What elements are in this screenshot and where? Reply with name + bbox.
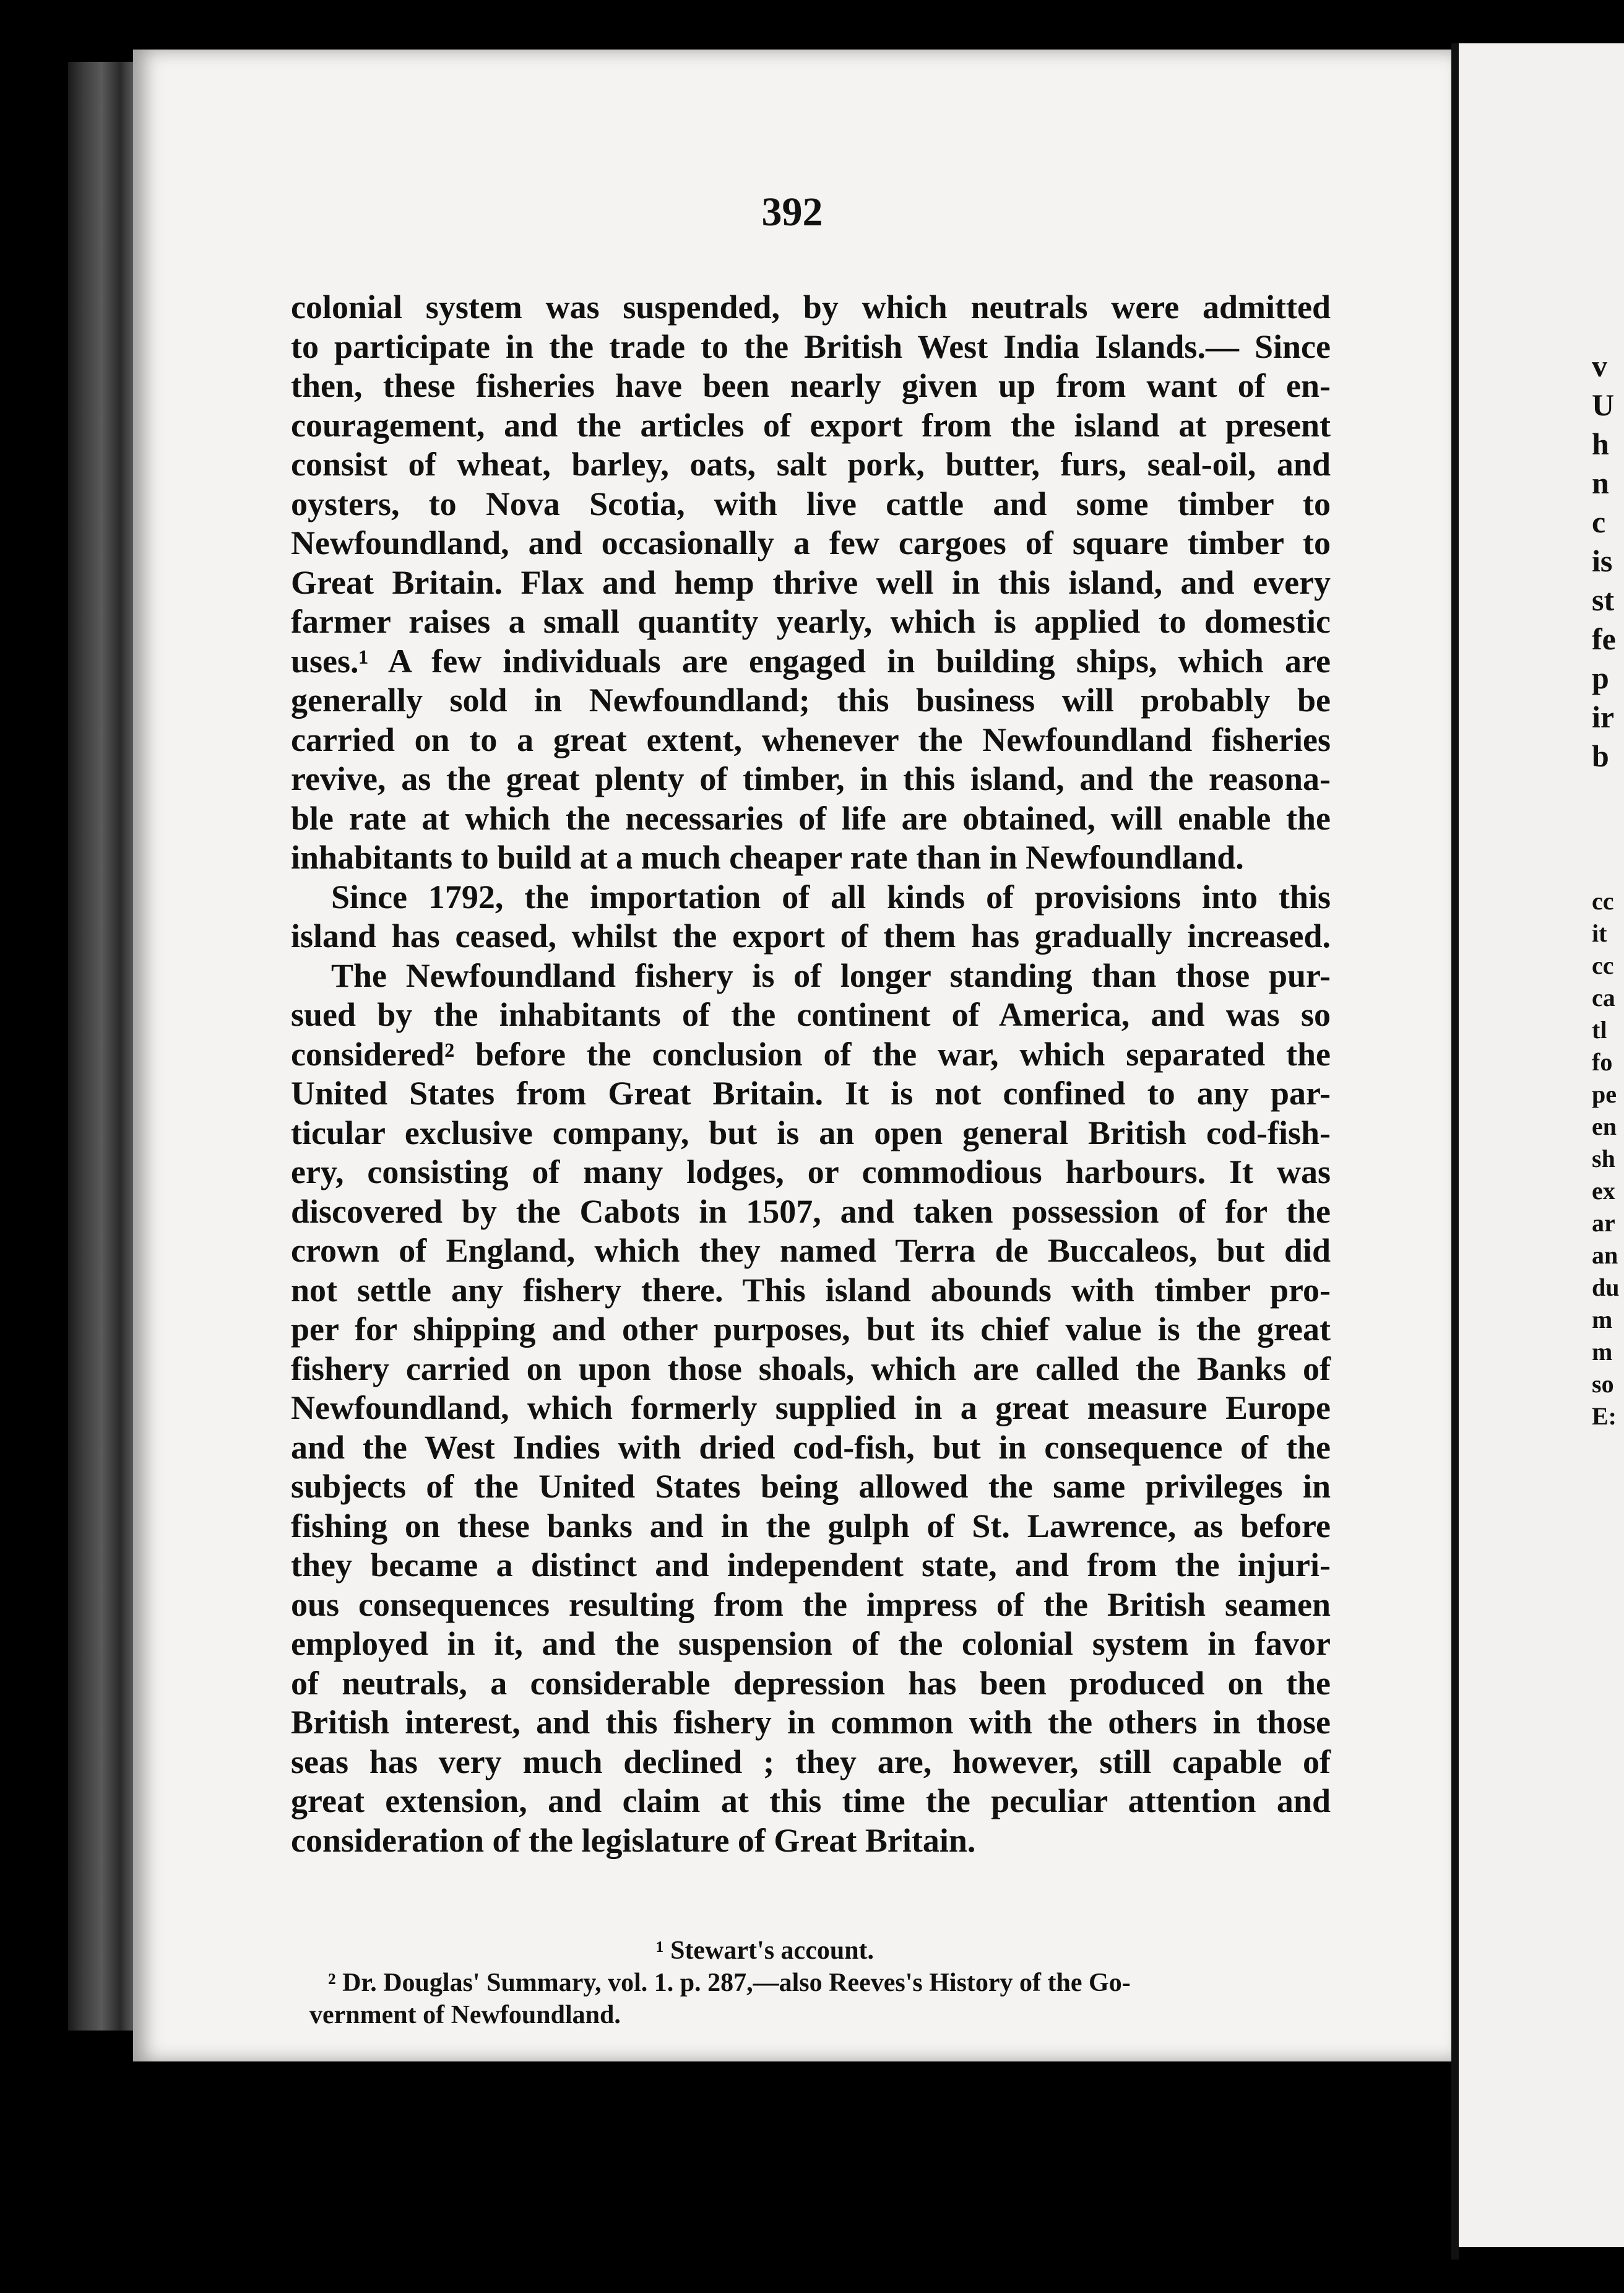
text-line: ous consequences resulting from the impress of the British seamen xyxy=(291,1585,1331,1623)
fragment: m xyxy=(1592,1338,1613,1366)
fragment: en xyxy=(1592,1112,1617,1140)
fragment: cc xyxy=(1592,951,1614,979)
text-line: then, these fisheries have been nearly given up from want of en- xyxy=(291,367,1331,404)
text-line: not settle any fishery there. This island abounds with timber pro- xyxy=(291,1271,1331,1309)
text-line: fishing on these banks and in the gulph of St. Lawrence, as before xyxy=(291,1507,1331,1545)
footnote: ² Dr. Douglas' Summary, vol. 1. p. 287,—also Reeves's History of the Go- xyxy=(328,1969,1131,1997)
book-edge xyxy=(68,62,142,2031)
text-line: per for shipping and other purposes, but its chief value is the great xyxy=(291,1311,1331,1348)
facing-page-fragments-upper xyxy=(1592,347,1616,776)
fragment: st xyxy=(1592,583,1615,617)
text-line: revive, as the great plenty of timber, in this island, and the reasona- xyxy=(291,760,1331,797)
text-line: United States from Great Britain. It is not confined to any par- xyxy=(291,1075,1331,1112)
fragment: ex xyxy=(1592,1177,1615,1205)
text-line: of neutrals, a considerable depression has been produced on the xyxy=(291,1664,1331,1702)
text-line: considered² before the conclusion of the war, which separated the xyxy=(291,1035,1331,1073)
text-line: employed in it, and the suspension of the colonial system in favor xyxy=(291,1625,1331,1662)
fragment: sh xyxy=(1592,1145,1615,1173)
text-line: colonial system was suspended, by which neutrals were admitted xyxy=(291,288,1331,326)
footnote: ¹ Stewart's account. xyxy=(656,1936,875,1965)
text-line: subjects of the United States being allowed the same privileges in xyxy=(291,1468,1331,1505)
fragment: m xyxy=(1592,1306,1613,1333)
text-line: fishery carried on upon those shoals, which are called the Banks of xyxy=(291,1350,1331,1387)
fragment: it xyxy=(1592,919,1607,947)
text-line: crown of England, which they named Terra de Buccaleos, but did xyxy=(291,1232,1331,1269)
footnote: vernment of Newfoundland. xyxy=(309,2001,621,2029)
fragment: U xyxy=(1592,388,1615,422)
text-line: carried on to a great extent, whenever the Newfoundland fisheries xyxy=(291,721,1331,758)
fragment: h xyxy=(1592,427,1609,461)
text-line: seas has very much declined ; they are, however, still capable of xyxy=(291,1743,1331,1780)
fragment: tl xyxy=(1592,1016,1607,1044)
body-text xyxy=(291,288,1331,1860)
text-line: ticular exclusive company, but is an open general British cod-fish- xyxy=(291,1114,1331,1151)
text-line: uses.¹ A few individuals are engaged in building ships, which are xyxy=(291,642,1331,680)
fragment: cc xyxy=(1592,887,1614,915)
text-line: generally sold in Newfoundland; this business will probably be xyxy=(291,682,1331,719)
text-line: consideration of the legislature of Great Britain. xyxy=(291,1821,976,1859)
text-line: The Newfoundland fishery is of longer standing than those pur- xyxy=(331,956,1331,994)
fragment: du xyxy=(1592,1273,1620,1301)
text-line: oysters, to Nova Scotia, with live cattle and some timber to xyxy=(291,485,1331,522)
text-line: and the West Indies with dried cod-fish, but in consequence of the xyxy=(291,1428,1331,1466)
fragment: so xyxy=(1592,1370,1614,1398)
fragment: ar xyxy=(1592,1209,1615,1237)
fragment: n xyxy=(1592,466,1609,500)
text-line: inhabitants to build at a much cheaper rate than in Newfoundland. xyxy=(291,839,1244,876)
text-line: British interest, and this fishery in common with the others in those xyxy=(291,1704,1331,1741)
book-page xyxy=(133,50,1451,2061)
text-line: Newfoundland, which formerly supplied in a great measure Europe xyxy=(291,1389,1331,1426)
text-line: they became a distinct and independent state, and from the injuri- xyxy=(291,1546,1331,1584)
fragment: c xyxy=(1592,505,1606,539)
text-line: Newfoundland, and occasionally a few cargoes of square timber to xyxy=(291,524,1331,561)
fragment: is xyxy=(1592,544,1613,578)
page-number: 392 xyxy=(761,189,823,235)
fragment: E: xyxy=(1592,1402,1617,1430)
fragment: p xyxy=(1592,661,1609,695)
text-line: Great Britain. Flax and hemp thrive well in this island, and every xyxy=(291,563,1331,601)
fragment: ca xyxy=(1592,984,1615,1012)
text-line: Since 1792, the importation of all kinds of provisions into this xyxy=(331,878,1331,916)
text-line: island has ceased, whilst the export of them has gradually increased. xyxy=(291,917,1331,955)
page-gutter xyxy=(1451,43,1459,2260)
text-line: couragement, and the articles of export from the island at present xyxy=(291,406,1331,444)
footnotes xyxy=(303,1935,1343,2031)
fragment: ir xyxy=(1592,700,1615,734)
text-line: ery, consisting of many lodges, or commodious harbours. It was xyxy=(291,1153,1331,1190)
text-line: to participate in the trade to the British West India Islands.— Since xyxy=(291,327,1331,365)
text-line: sued by the inhabitants of the continent of America, and was so xyxy=(291,996,1331,1033)
text-line: ble rate at which the necessaries of life are obtained, will enable the xyxy=(291,799,1331,837)
fragment: an xyxy=(1592,1241,1618,1269)
facing-page-fragments-lower xyxy=(1592,885,1620,1433)
fragment: fo xyxy=(1592,1048,1613,1076)
fragment: v xyxy=(1592,349,1607,383)
text-line: farmer raises a small quantity yearly, which is applied to domestic xyxy=(291,603,1331,640)
fragment: pe xyxy=(1592,1080,1617,1108)
fragment: fe xyxy=(1592,622,1616,656)
text-line: consist of wheat, barley, oats, salt pork, butter, furs, seal-oil, and xyxy=(291,446,1331,483)
text-line: great extension, and claim at this time the peculiar attention and xyxy=(291,1782,1331,1819)
text-line: discovered by the Cabots in 1507, and taken possession of for the xyxy=(291,1192,1331,1230)
fragment: b xyxy=(1592,739,1609,773)
